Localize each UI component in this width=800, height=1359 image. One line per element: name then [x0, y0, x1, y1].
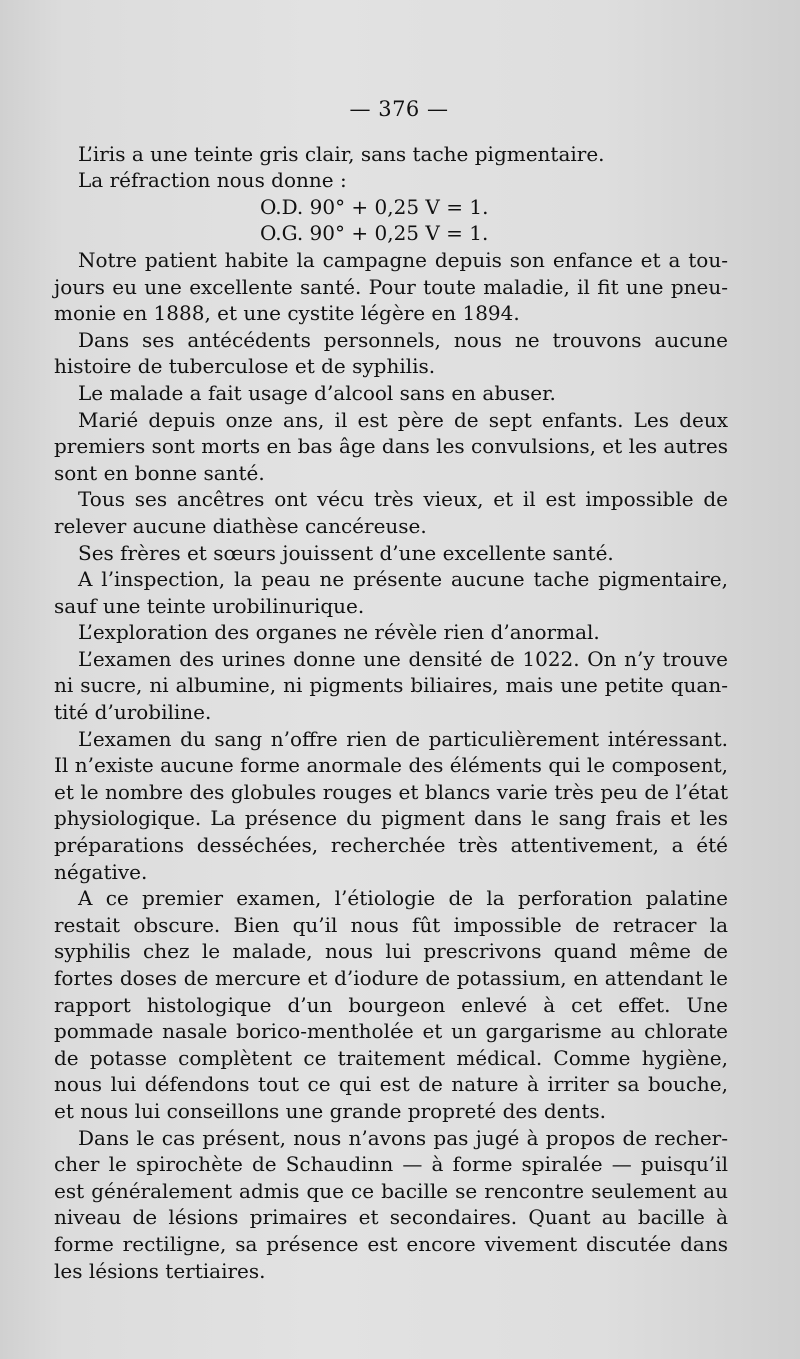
paragraph-urine: L’examen des urines donne une densité de 1022. On n’y trouve ni sucre, ni albumine, ni pigments biliaires, mais une petite quantité d’urobiline.: [54, 646, 728, 725]
page-number: — 376 —: [349, 97, 449, 121]
paragraph-etiology: A ce premier examen, l’étiologie de la perforation palatine restait obscure. Bien qu’il nous fût impossible de retracer la syphilis chez le malade, nous lui prescrivons quand même de fortes doses de mercure et d’iodure de potassium, en attendant le rapport histologique d’un bourgeon enlevé à cet effet. Une pommade nasale borico-mentholée et un gargarisme au chlorate de potasse complètent ce traitement médical. Comme hygiène, nous lui défendons tout ce qui est de nature à irriter sa bouche, et nous lui conseillons une grande propreté des dents.: [54, 886, 728, 1123]
paragraph-refraction: La réfraction nous donne :: [78, 168, 347, 193]
page-text: [54, 96, 728, 1284]
paragraph-patient: Notre patient habite la campagne depuis son enfance et a toujours eu une excellente santé. Pour toute maladie, il fit une pneumonie en 1888, et une cystite légère en 1894.: [54, 247, 728, 326]
formula-od: O.D. 90° + 0,25 V = 1.: [260, 194, 489, 219]
paragraph-family: Marié depuis onze ans, il est père de sept enfants. Les deux premiers sont morts en bas âge dans les convulsions, et les autres sont en bonne santé.: [54, 407, 728, 485]
formula-og: O.G. 90° + 0,25 V = 1.: [260, 221, 489, 246]
paragraph-spirochete: Dans le cas présent, nous n’avons pas jugé à propos de rechercher le spirochète de Schaudinn — à forme spiralée — puisqu’il est généralement admis que ce bacille se rencontre seulement au niveau de lésions primaires et secondaires. Quant au bacille à forme rectiligne, sa présence est encore vivement discutée dans les lésions tertiaires.: [54, 1125, 728, 1283]
paragraph-antecedents: Dans ses antécédents personnels, nous ne trouvons aucune histoire de tuberculose et de syphilis.: [54, 327, 728, 379]
paragraph-ancestors: Tous ses ancêtres ont vécu très vieux, et il est impossible de relever aucune diathèse cancéreuse.: [54, 487, 728, 538]
paragraph-siblings: Ses frères et sœurs jouissent d’une excellente santé.: [78, 540, 614, 565]
paragraph-alcohol: Le malade a fait usage d’alcool sans en abuser.: [78, 380, 556, 405]
paragraph-iris: L’iris a une teinte gris clair, sans tache pigmentaire.: [78, 141, 605, 166]
paragraph-organs: L’exploration des organes ne révèle rien d’anormal.: [78, 620, 600, 645]
paragraph-inspection: A l’inspection, la peau ne présente aucune tache pigmentaire, sauf une teinte urobilinurique.: [54, 567, 728, 618]
paragraph-blood: L’examen du sang n’offre rien de particulièrement intéressant. Il n’existe aucune forme anormale des éléments qui le composent, et le nombre des globules rouges et blancs varie très peu de l’état physiologique. La présence du pigment dans le sang frais et les préparations desséchées, recherchée très attentivement, a été négative.: [54, 726, 728, 884]
